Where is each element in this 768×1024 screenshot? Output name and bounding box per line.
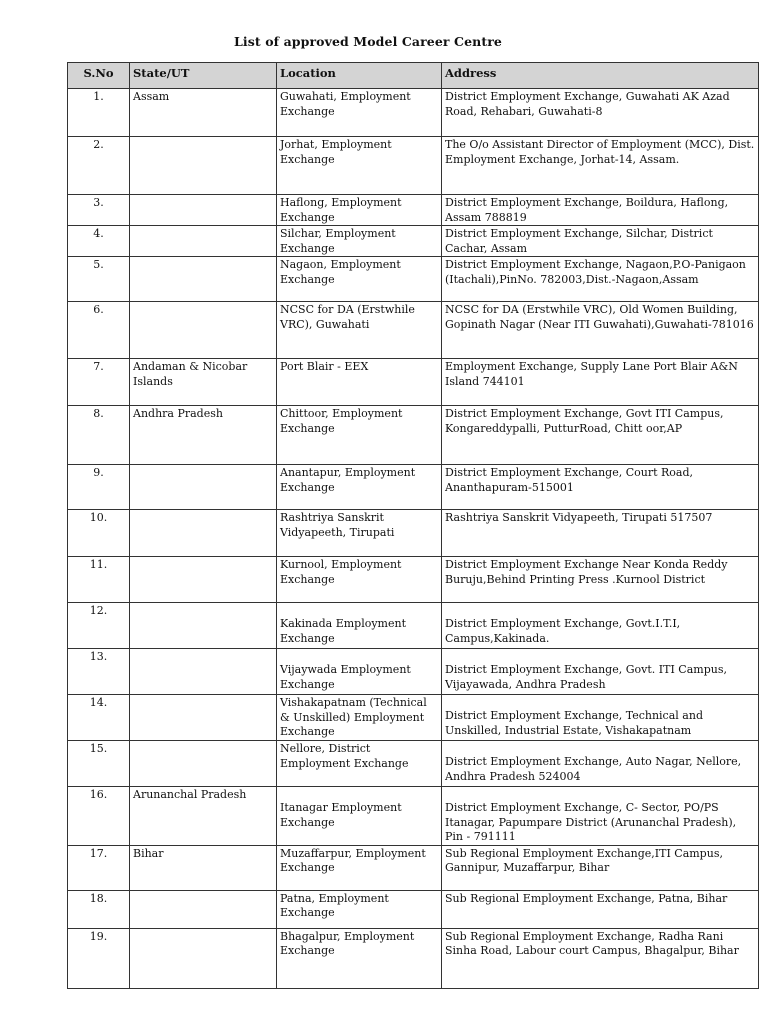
cell-state [130, 302, 277, 359]
cell-state: Arunanchal Pradesh [130, 787, 277, 846]
cell-address: Employment Exchange, Supply Lane Port Blair A&N Island 744101 [442, 359, 759, 406]
cell-address: NCSC for DA (Erstwhile VRC), Old Women Building, Gopinath Nagar (Near ITI Guwahati),Guwahati-781016 [442, 302, 759, 359]
cell-state: Assam [130, 89, 277, 137]
cell-address: District Employment Exchange, Court Road, Ananthapuram-515001 [442, 465, 759, 510]
cell-state: Andhra Pradesh [130, 406, 277, 465]
cell-sno: 10. [68, 510, 130, 557]
cell-state: Andaman & Nicobar Islands [130, 359, 277, 406]
page-title: List of approved Model Career Centre [234, 34, 502, 49]
table-row [68, 928, 759, 988]
cell-address: Sub Regional Employment Exchange, Patna, Bihar [442, 890, 759, 928]
cell-state [130, 195, 277, 226]
cell-location: Chittoor, Employment Exchange [277, 406, 442, 465]
cell-state [130, 226, 277, 257]
header-state: State/UT [130, 63, 277, 89]
cell-address: District Employment Exchange, Technical and Unskilled, Industrial Estate, Vishakapatnam [442, 695, 759, 741]
cell-location: NCSC for DA (Erstwhile VRC), Guwahati [277, 302, 442, 359]
cell-sno: 4. [68, 226, 130, 257]
cell-sno: 12. [68, 603, 130, 649]
cell-location: Nagaon, Employment Exchange [277, 257, 442, 302]
cell-address: The O/o Assistant Director of Employment (MCC), Dist. Employment Exchange, Jorhat-14, Assam. [442, 137, 759, 195]
cell-address: District Employment Exchange, Govt ITI Campus, Kongareddypalli, PutturRoad, Chitt oor,AP [442, 406, 759, 465]
cell-state [130, 695, 277, 741]
cell-state [130, 510, 277, 557]
cell-address: District Employment Exchange, Auto Nagar, Nellore, Andhra Pradesh 524004 [442, 741, 759, 787]
cell-sno: 2. [68, 137, 130, 195]
table-row [68, 89, 759, 137]
table-row [68, 257, 759, 302]
cell-sno: 19. [68, 928, 130, 988]
cell-sno: 15. [68, 741, 130, 787]
cell-address: Rashtriya Sanskrit Vidyapeeth, Tirupati 517507 [442, 510, 759, 557]
table-row [68, 137, 759, 195]
header-sno: S.No [68, 63, 130, 89]
table-header-row [68, 63, 759, 89]
cell-location: Anantapur, Employment Exchange [277, 465, 442, 510]
cell-sno: 3. [68, 195, 130, 226]
cell-address: District Employment Exchange, Govt. ITI Campus, Vijayawada, Andhra Pradesh [442, 649, 759, 695]
cell-state [130, 257, 277, 302]
table-row [68, 302, 759, 359]
cell-state [130, 741, 277, 787]
table-row [68, 195, 759, 226]
cell-sno: 18. [68, 890, 130, 928]
cell-location: Kurnool, Employment Exchange [277, 557, 442, 603]
table-row [68, 695, 759, 741]
cell-sno: 9. [68, 465, 130, 510]
model-career-centre-table [67, 62, 759, 989]
cell-sno: 13. [68, 649, 130, 695]
cell-sno: 16. [68, 787, 130, 846]
cell-sno: 14. [68, 695, 130, 741]
cell-location: Rashtriya Sanskrit Vidyapeeth, Tirupati [277, 510, 442, 557]
cell-state [130, 928, 277, 988]
cell-address: District Employment Exchange Near Konda Reddy Buruju,Behind Printing Press .Kurnool District [442, 557, 759, 603]
cell-sno: 5. [68, 257, 130, 302]
table-row [68, 890, 759, 928]
cell-state [130, 649, 277, 695]
table-row [68, 649, 759, 695]
cell-state: Bihar [130, 845, 277, 890]
cell-address: District Employment Exchange, Nagaon,P.O-Panigaon (Itachali),PinNo. 782003,Dist.-Nagaon,Assam [442, 257, 759, 302]
cell-sno: 7. [68, 359, 130, 406]
cell-location: Guwahati, Employment Exchange [277, 89, 442, 137]
cell-location: Kakinada Employment Exchange [277, 603, 442, 649]
cell-location: Silchar, Employment Exchange [277, 226, 442, 257]
cell-location: Patna, Employment Exchange [277, 890, 442, 928]
cell-location: Itanagar Employment Exchange [277, 787, 442, 846]
cell-address: District Employment Exchange, C- Sector, PO/PS Itanagar, Papumpare District (Arunanchal Pradesh), Pin - 791111 [442, 787, 759, 846]
table-row [68, 465, 759, 510]
table-row [68, 787, 759, 846]
table-row [68, 406, 759, 465]
table-row [68, 557, 759, 603]
cell-state [130, 603, 277, 649]
cell-address: District Employment Exchange, Govt.I.T.I, Campus,Kakinada. [442, 603, 759, 649]
cell-address: District Employment Exchange, Silchar, District Cachar, Assam [442, 226, 759, 257]
cell-address: District Employment Exchange, Boildura, Haflong, Assam 788819 [442, 195, 759, 226]
table-row [68, 359, 759, 406]
cell-location: Jorhat, Employment Exchange [277, 137, 442, 195]
table-row [68, 845, 759, 890]
header-location: Location [277, 63, 442, 89]
cell-state [130, 465, 277, 510]
cell-state [130, 137, 277, 195]
cell-address: Sub Regional Employment Exchange, Radha Rani Sinha Road, Labour court Campus, Bhagalpur, Bihar [442, 928, 759, 988]
table-row [68, 741, 759, 787]
cell-address: District Employment Exchange, Guwahati AK Azad Road, Rehabari, Guwahati-8 [442, 89, 759, 137]
cell-sno: 17. [68, 845, 130, 890]
table-row [68, 603, 759, 649]
cell-sno: 6. [68, 302, 130, 359]
cell-location: Haflong, Employment Exchange [277, 195, 442, 226]
cell-state [130, 557, 277, 603]
cell-location: Bhagalpur, Employment Exchange [277, 928, 442, 988]
table-row [68, 226, 759, 257]
cell-location: Port Blair - EEX [277, 359, 442, 406]
cell-address: Sub Regional Employment Exchange,ITI Campus, Gannipur, Muzaffarpur, Bihar [442, 845, 759, 890]
header-address: Address [442, 63, 759, 89]
table-row [68, 510, 759, 557]
cell-location: Nellore, District Employment Exchange [277, 741, 442, 787]
cell-location: Vishakapatnam (Technical & Unskilled) Employment Exchange [277, 695, 442, 741]
cell-location: Vijaywada Employment Exchange [277, 649, 442, 695]
cell-sno: 8. [68, 406, 130, 465]
cell-state [130, 890, 277, 928]
cell-location: Muzaffarpur, Employment Exchange [277, 845, 442, 890]
cell-sno: 1. [68, 89, 130, 137]
cell-sno: 11. [68, 557, 130, 603]
